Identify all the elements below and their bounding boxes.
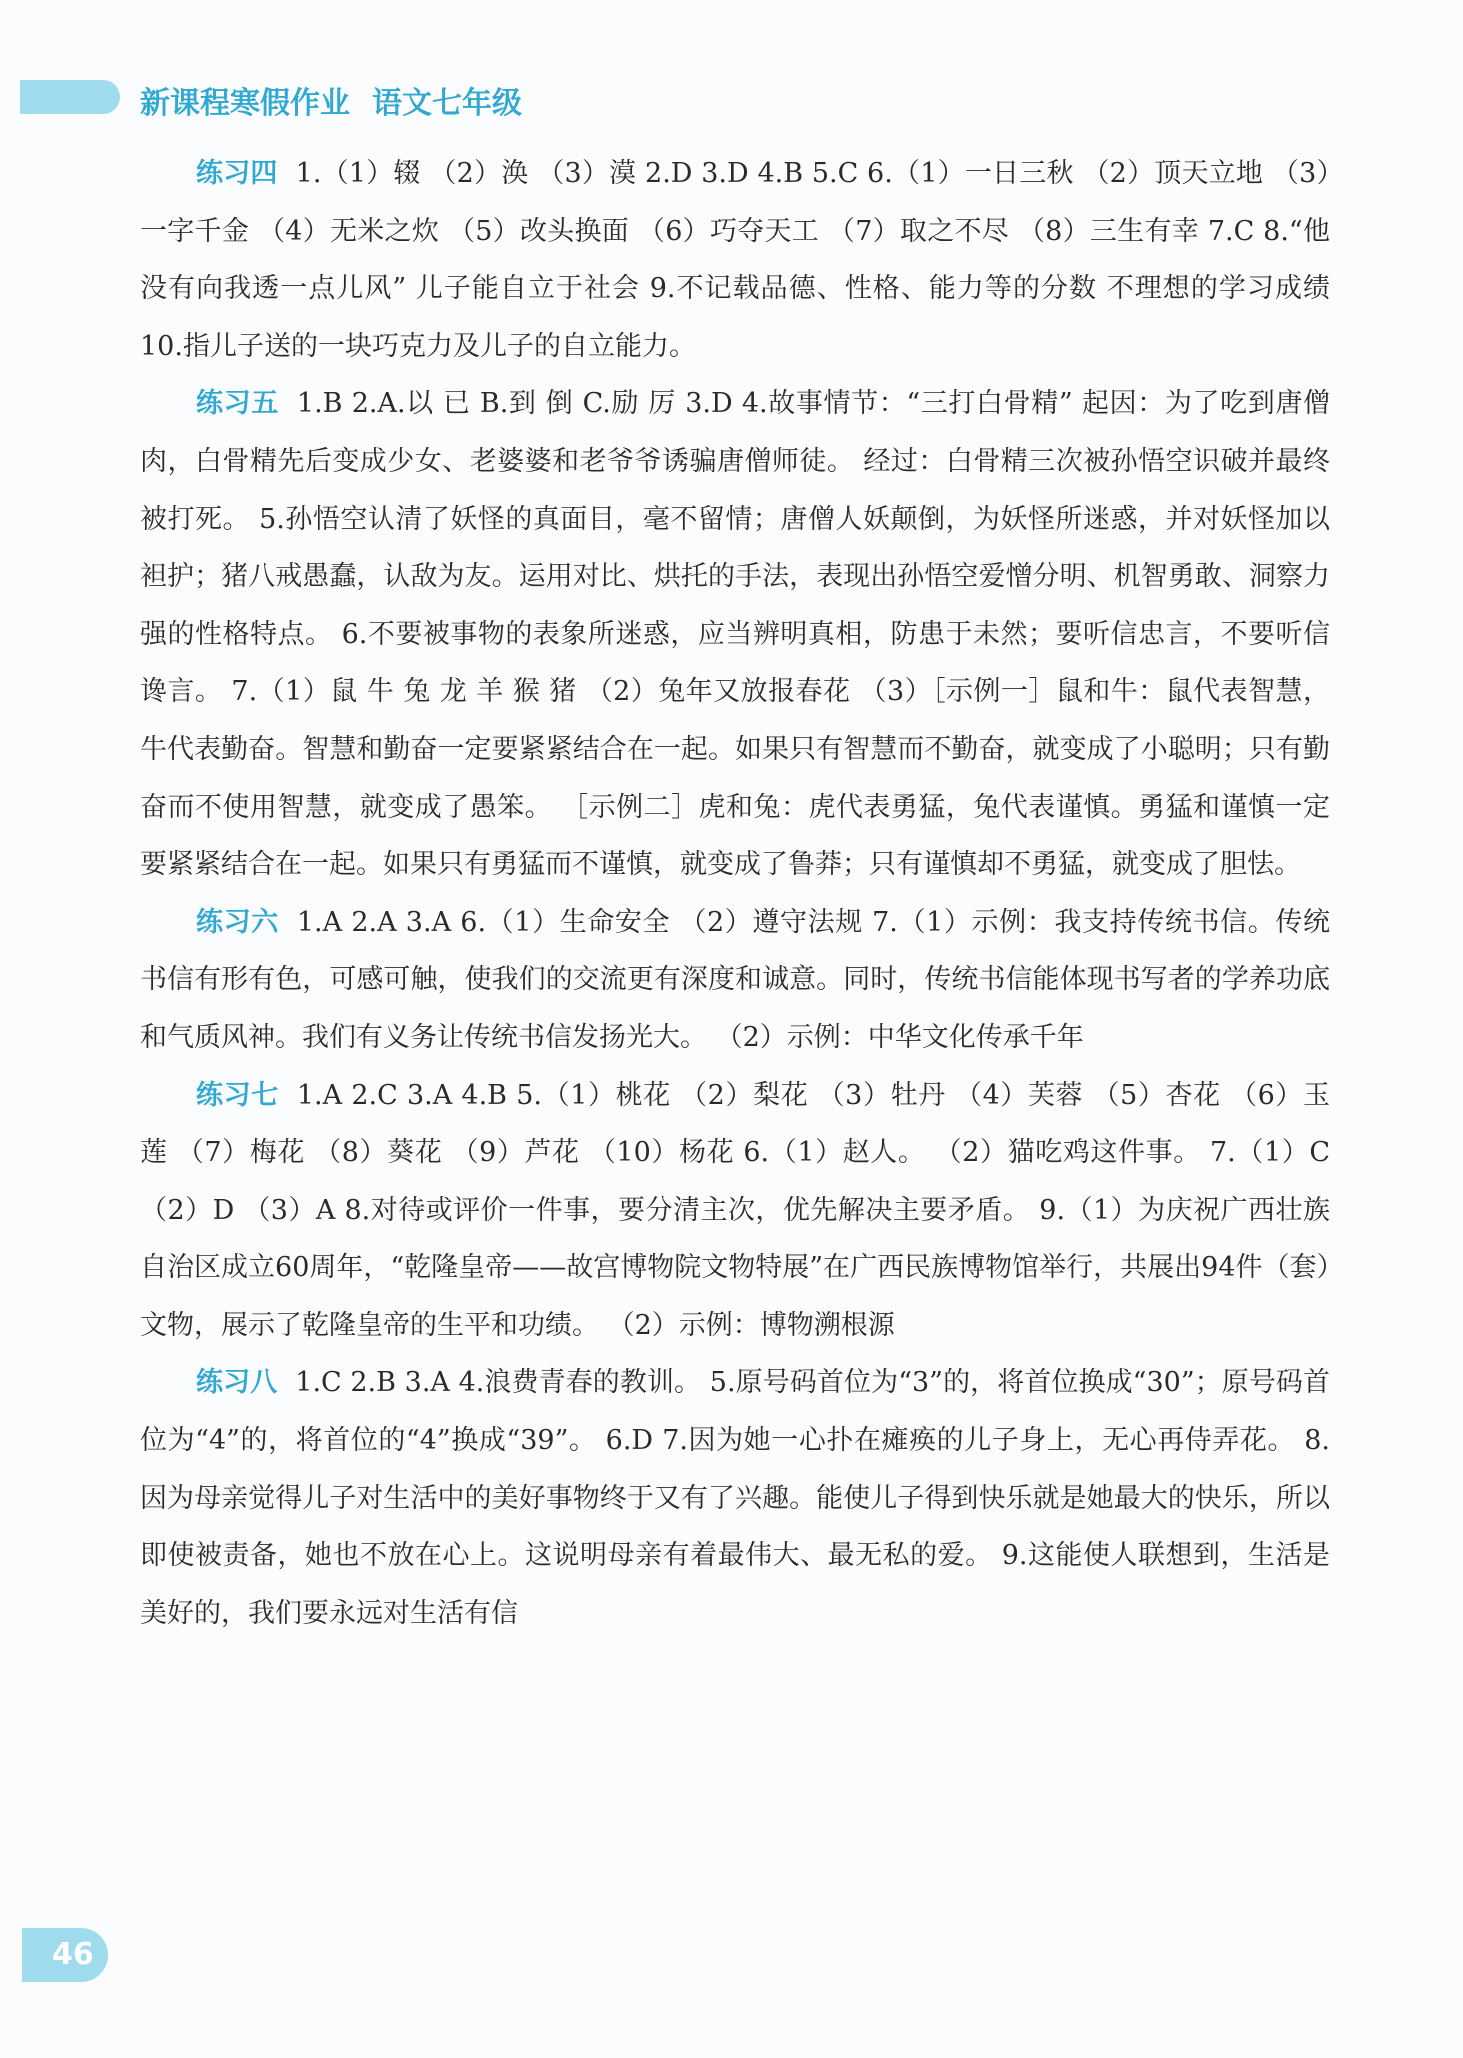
exercise-4 [140,145,1330,375]
exercise-5 [140,375,1330,893]
exercise-label: 练习五 [196,388,279,420]
exercise-label: 练习六 [196,906,279,938]
answer-content [140,145,1330,1642]
exercise-label: 练习四 [196,158,278,189]
exercise-8 [140,1354,1330,1642]
exercise-text: 1.C 2.B 3.A 4.浪费青春的教训。 5.原号码首位为“3”的，将首位换成“30”；原号码首位为“4”的，将首位的“4”换成“39”。 6.D 7.因为她一心扑在瘫痪的儿子身上，无心再侍弄花。 8.因为母亲觉得儿子对生活中的美好事物终于又有了兴趣。能使儿子得到快乐就是她最大的快乐，所以即使被责备，她也不放在心上。这说明母亲有着最伟大、最无私的爱。 9.这能使人联想到，生活是美好的，我们要永远对生活有信 [140,1367,1331,1629]
exercise-7 [140,1067,1330,1355]
exercise-6 [140,894,1330,1067]
page-number: 46 [22,1928,108,1982]
exercise-label: 练习八 [196,1367,278,1399]
exercise-text: 1.A 2.C 3.A 4.B 5.（1）桃花 （2）梨花 （3）牡丹 （4）芙蓉 （5）杏花 （6）玉莲 （7）梅花 （8）葵花 （9）芦花 （10）杨花 6.（1）赵人。 （2）猫吃鸡这件事。 7.（1）C （2）D （3）A 8.对待或评价一件事，要分清主次，优先解决主要矛盾。 9.（1）为庆祝广西壮族自治区成立60周年，“乾隆皇帝——故宫博物院文物特展”在广西民族博物馆举行，共展出94件（套）文物，展示了乾隆皇帝的生平和功绩。 （2）示例：博物溯根源 [140,1079,1330,1341]
exercise-label: 练习七 [196,1079,279,1111]
book-title: 新课程寒假作业 [140,86,350,121]
exercise-text: 1.（1）辍 （2）涣 （3）漠 2.D 3.D 4.B 5.C 6.（1）一日三秋 （2）顶天立地 （3）一字千金 （4）无米之炊 （5）改头换面 （6）巧夺天工 （7）取之不尽 （8）三生有幸 7.C 8.“他没有向我透一点儿风” 儿子能自立于社会 9.不记载品德、性格、能力等的分数 不理想的学习成绩 10.指儿子送的一块巧克力及儿子的自立能力。 [140,158,1331,362]
book-subtitle: 语文七年级 [372,86,522,121]
exercise-text: 1.B 2.A.以 已 B.到 倒 C.励 厉 3.D 4.故事情节：“三打白骨精” 起因：为了吃到唐僧肉，白骨精先后变成少女、老婆婆和老爷爷诱骗唐僧师徒。 经过：白骨精三次被孙悟空识破并最终被打死。 5.孙悟空认清了妖怪的真面目，毫不留情；唐僧人妖颠倒，为妖怪所迷惑，并对妖怪加以袒护；猪八戒愚蠢，认敌为友。运用对比、烘托的手法，表现出孙悟空爱憎分明、机智勇敢、洞察力强的性格特点。 6.不要被事物的表象所迷惑，应当辨明真相，防患于未然；要听信忠言，不要听信谗言。 7.（1）鼠 牛 兔 龙 羊 猴 猪 （2）兔年又放报春花 （3）［示例一］鼠和牛：鼠代表智慧，牛代表勤奋。智慧和勤奋一定要紧紧结合在一起。如果只有智慧而不勤奋，就变成了小聪明；只有勤奋而不使用智慧，就变成了愚笨。 ［示例二］虎和兔：虎代表勇猛，兔代表谨慎。勇猛和谨慎一定要紧紧结合在一起。如果只有勇猛而不谨慎，就变成了鲁莽；只有谨慎却不勇猛，就变成了胆怯。 [140,388,1330,881]
header-decoration-bar [20,80,120,114]
exercise-text: 1.A 2.A 3.A 6.（1）生命安全 （2）遵守法规 7.（1）示例：我支持传统书信。传统书信有形有色，可感可触，使我们的交流更有深度和诚意。同时，传统书信能体现书写者的学养功底和气质风神。我们有义务让传统书信发扬光大。 （2）示例：中华文化传承千年 [140,906,1331,1053]
